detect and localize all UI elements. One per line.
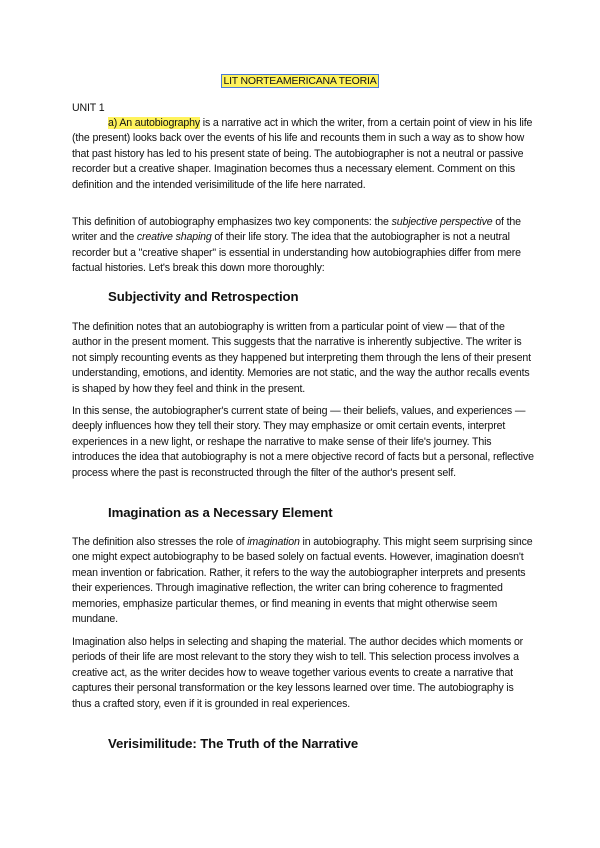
document-title: LIT NORTEAMERICANA TEORIA	[223, 75, 377, 87]
section-heading-subjectivity: Subjectivity and Retrospection	[108, 289, 299, 304]
title-block	[0, 71, 600, 89]
intro-text-3: of their life story. The idea that the autobiographer is not a neutral recorder but a "creative shaper" is essential in understanding how autobiographies differ from mere factual histories. Let's break this down more thoroughly:	[72, 231, 521, 275]
intro-emphasis-1: subjective perspective	[391, 216, 493, 228]
intro-emphasis-2: creative shaping	[136, 231, 212, 244]
section-heading-imagination: Imagination as a Necessary Element	[108, 505, 333, 520]
question-paragraph	[72, 116, 534, 193]
section-heading-verisimilitude: Verisimilitude: The Truth of the Narrative	[108, 736, 359, 751]
unit-label: UNIT 1	[72, 102, 105, 114]
intro-text-1: This definition of autobiography emphasizes two key components: the	[72, 216, 392, 228]
intro-text-2: of the writer and the	[72, 216, 521, 244]
subjectivity-paragraph-1: The definition notes that an autobiography is written from a particular point of view — that of the author in the present moment. This suggests that the narrative is inherently subjective. The writer is not simply recounting events as they happened but interpreting them through the lens of their present understanding, emotions, and identity. Memories are not static, and the way the author recalls events is shaped by how they feel and think in the present.	[72, 321, 531, 395]
question-text: is a narrative act in which the writer, from a certain point of view in his life (the present) looks back over the events of his life and recounts them in such a way as to show how that past history has led to his present state of being. The autobiographer is not a neutral or passive recorder but a creative shaper. Imagination becomes thus a necessary element. Comment on this definition and the intended verisimilitude of the life here narrated.	[72, 117, 533, 191]
subjectivity-paragraph-2: In this sense, the autobiographer's current state of being — their beliefs, values, and experiences — deeply influences how they tell their story. They may emphasize or omit certain events, interpret experiences in a new light, or reshape the narrative to make sense of their life's journey. This introduces the idea that autobiography is not a mere objective record of facts but a personal, reflective process where the past is reconstructed through the filter of the author's present self.	[72, 405, 534, 479]
imagination-emphasis: imagination	[247, 536, 300, 548]
imagination-text-1: The definition also stresses the role of	[72, 536, 248, 548]
imagination-paragraph-1	[72, 535, 534, 627]
intro-paragraph	[72, 215, 534, 277]
highlighted-term: a) An autobiography	[108, 117, 200, 129]
imagination-paragraph-2: Imagination also helps in selecting and shaping the material. The author decides which moments or periods of their life are most relevant to the story they wish to tell. This selection process involves a creative act, as the writer decides how to weave together various events to create a narrative that captures their personal transformation or the key lessons learned over time. The autobiography is thus a crafted story, even if it is grounded in real experiences.	[72, 636, 524, 710]
imagination-text-2: in autobiography. This might seem surprising since one might expect autobiography to be based solely on factual events. However, imagination doesn't mean invention or fabrication. Rather, it refers to the way the autobiographer interprets and presents their experiences. Through imaginative reflection, the writer can bring coherence to fragmented memories, emphasize particular themes, or find meaning in events that might otherwise seem mundane.	[72, 536, 533, 626]
